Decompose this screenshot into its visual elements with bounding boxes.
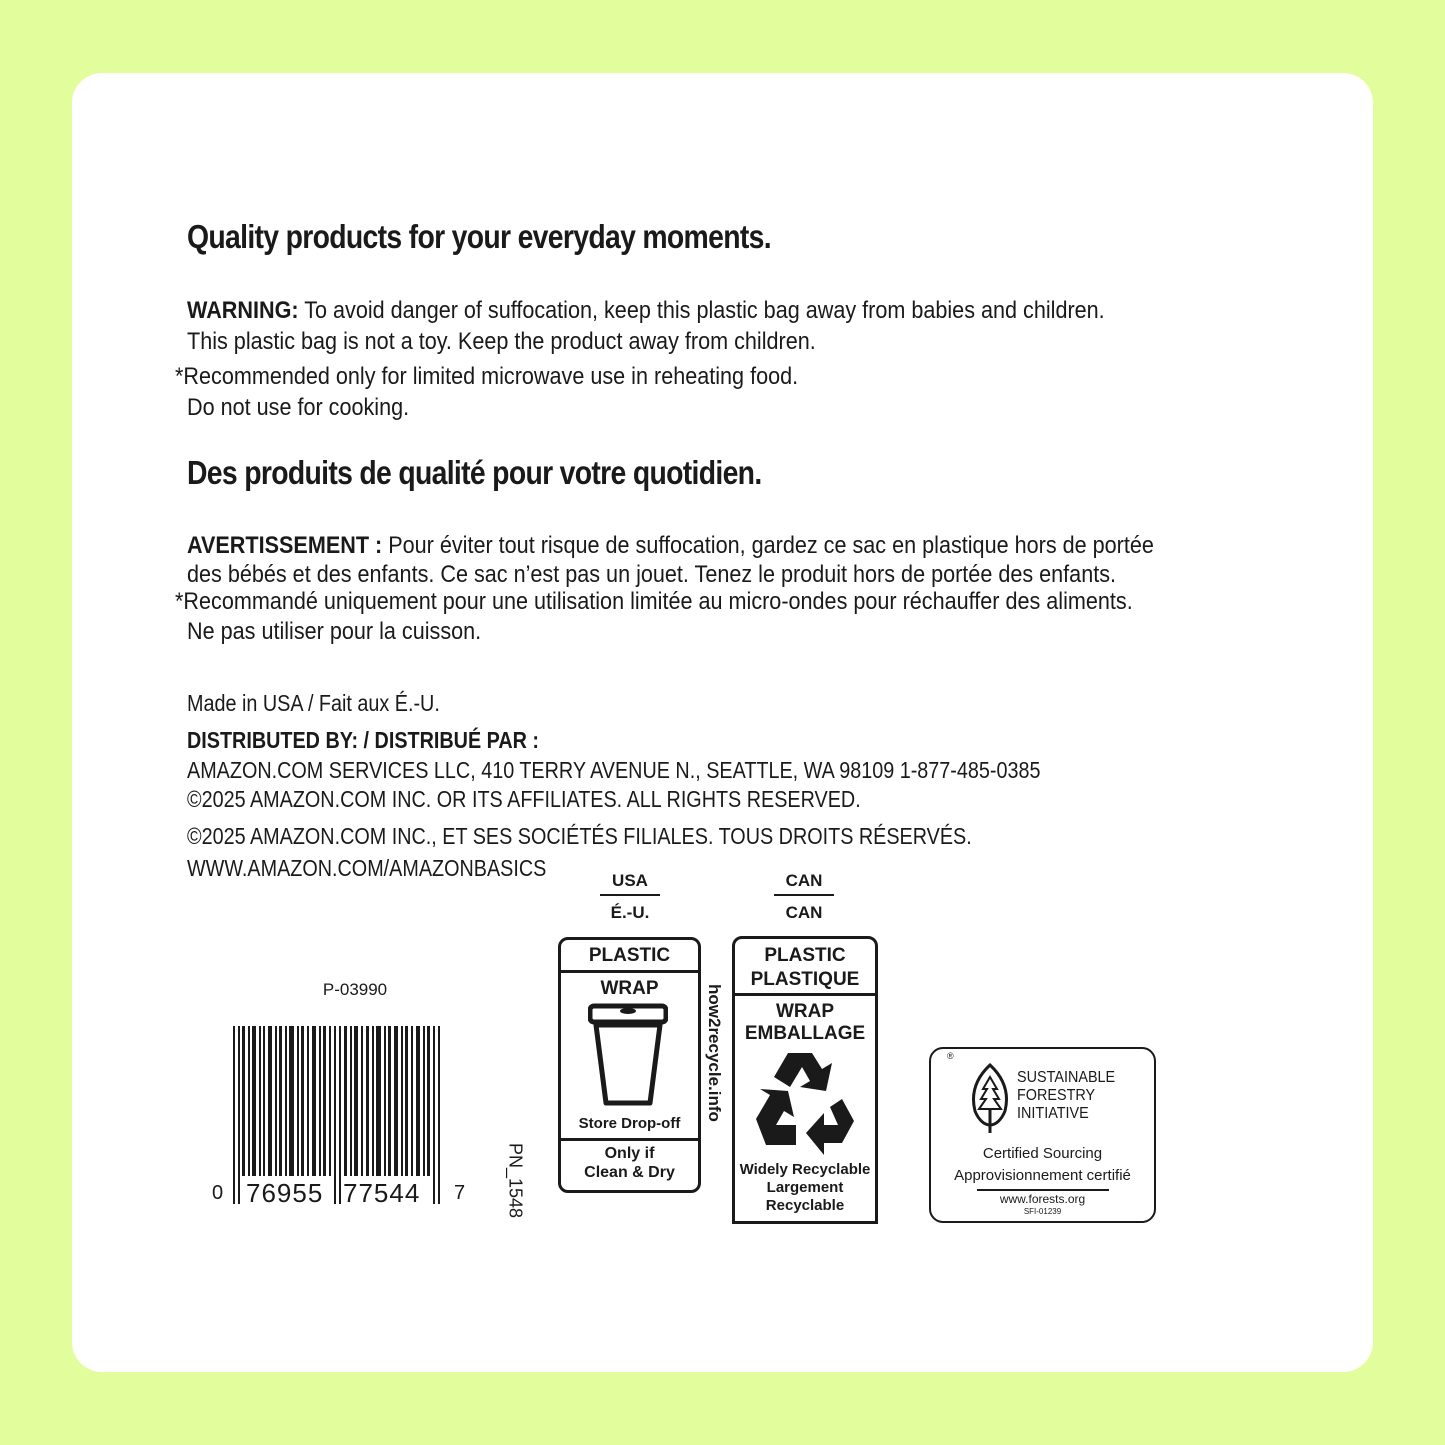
part-number: PN_1548: [505, 1142, 526, 1219]
barcode-digits-group2: 77544: [343, 1178, 421, 1208]
english-warning-label: WARNING:: [187, 297, 299, 324]
copyright-english: ©2025 AMAZON.COM INC. OR ITS AFFILIATES. ALL RIGHTS RESERVED.: [187, 786, 861, 812]
can-status-line2: Largement: [766, 1179, 844, 1196]
french-tagline: Des produits de qualité pour votre quotidien.: [187, 454, 762, 491]
sfi-name: [1017, 1069, 1115, 1123]
usa-country-label-fr: É.-U.: [610, 903, 650, 922]
copyright-french: ©2025 AMAZON.COM INC., ET SES SOCIÉTÉS FILIALES. TOUS DROITS RÉSERVÉS.: [187, 823, 972, 849]
usa-recycle-label: [558, 937, 701, 1193]
distributed-by-heading: DISTRIBUTED BY: / DISTRIBUÉ PAR :: [187, 727, 540, 753]
sfi-cert-fr: Approvisionnement certifié: [954, 1167, 1131, 1184]
product-code: P-03990: [322, 980, 388, 999]
sfi-cert-en: Certified Sourcing: [982, 1145, 1103, 1162]
sfi-name-line3: INITIATIVE: [1017, 1105, 1089, 1122]
english-microwave-line1: *Recommended only for limited microwave use in reheating food.: [175, 363, 799, 390]
sfi-website: www.forests.org: [999, 1192, 1086, 1206]
can-country-label-fr: CAN: [785, 903, 823, 922]
sfi-certification-badge: [929, 1047, 1156, 1223]
website-link[interactable]: WWW.AMAZON.COM/AMAZONBASICS: [187, 855, 547, 881]
barcode-digits-group1: 76955: [246, 1178, 324, 1208]
can-type-en: WRAP: [775, 1001, 835, 1022]
can-material-fr: PLASTIQUE: [750, 969, 860, 990]
french-microwave-line1: *Recommandé uniquement pour une utilisation limitée au micro-ondes pour réchauffer des aliments.: [175, 588, 1133, 615]
french-microwave-line2: Ne pas utiliser pour la cuisson.: [187, 618, 482, 645]
how2recycle-website: how2recycle.info: [705, 984, 724, 1122]
sfi-divider: [977, 1189, 1109, 1191]
sfi-name-line2: FORESTRY: [1017, 1087, 1096, 1104]
barcode-digit-right: 7: [454, 1182, 466, 1204]
usa-type: WRAP: [600, 978, 659, 999]
english-warning-line1: [187, 295, 1105, 326]
can-status-line1: Widely Recyclable: [739, 1161, 871, 1178]
usa-action: Store Drop-off: [578, 1115, 681, 1132]
barcode-digit-left: 0: [212, 1182, 224, 1204]
sfi-registered-mark: ®: [947, 1051, 954, 1061]
can-recycle-label: [732, 936, 878, 1224]
french-warning-label: AVERTISSEMENT :: [187, 532, 383, 559]
distributor-address: AMAZON.COM SERVICES LLC, 410 TERRY AVENUE N., SEATTLE, WA 98109 1-877-485-0385: [187, 757, 1041, 783]
usa-material: PLASTIC: [588, 945, 671, 966]
usa-divider: [600, 894, 660, 896]
can-divider: [774, 894, 834, 896]
english-warning-text: To avoid danger of suffocation, keep this plastic bag away from babies and children.: [298, 297, 1105, 324]
english-tagline: Quality products for your everyday moments.: [187, 218, 771, 255]
french-warning-text: Pour éviter tout risque de suffocation, gardez ce sac en plastique hors de portée: [382, 532, 1154, 559]
can-type-fr: EMBALLAGE: [744, 1023, 866, 1044]
can-country-label: CAN: [785, 871, 823, 890]
french-warning-line1: [187, 530, 1154, 561]
sfi-leaf-icon: [967, 1061, 1013, 1140]
usa-condition-line2: Clean & Dry: [584, 1164, 675, 1181]
can-material-en: PLASTIC: [764, 945, 846, 966]
sfi-code: SFI-01239: [1023, 1207, 1062, 1216]
usa-condition-line1: Only if: [604, 1145, 655, 1162]
french-warning-line2: des bébés et des enfants. Ce sac n’est pas un jouet. Tenez le produit hors de portée des enfants.: [187, 561, 1117, 588]
english-microwave-line2: Do not use for cooking.: [187, 394, 410, 421]
can-status-line3: Recyclable: [765, 1197, 845, 1214]
usa-country-label: USA: [612, 871, 648, 890]
sfi-name-line1: SUSTAINABLE: [1017, 1069, 1116, 1086]
english-warning-line2: This plastic bag is not a toy. Keep the product away from children.: [187, 328, 816, 355]
drop-off-bin-icon: [588, 1003, 668, 1112]
recycle-arrows-icon: [750, 1047, 860, 1160]
origin-text: Made in USA / Fait aux É.-U.: [187, 690, 440, 716]
